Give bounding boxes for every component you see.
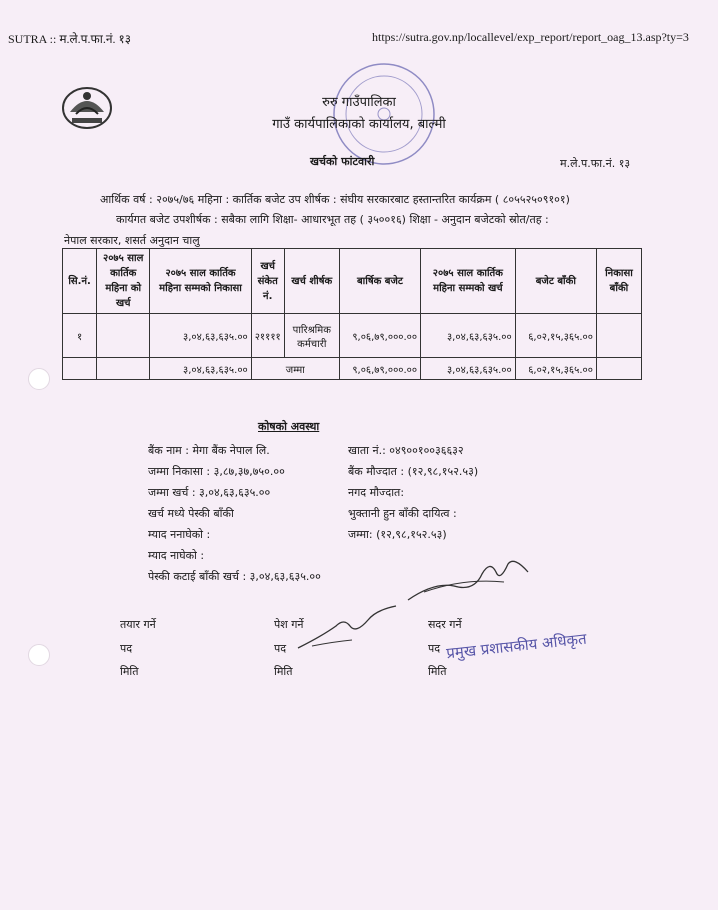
total-balance: ६,०२,१५,३६५.०० [515, 358, 596, 380]
submitted-post-label: पद [274, 642, 287, 655]
form-number: म.ले.प.फा.नं. १३ [560, 157, 631, 170]
fund-right-item: खाता नं.: ०४९००१००३६६३२ [348, 444, 464, 457]
org-name: रुरु गाउँपालिका [322, 95, 396, 110]
fund-left-item: खर्च मध्ये पेस्की बाँकी [148, 507, 234, 520]
submitted-by-label: पेश गर्ने [274, 618, 304, 631]
page-header-left: SUTRA :: म.ले.प.फा.नं. १३ [8, 32, 131, 46]
punch-hole [28, 644, 50, 666]
fund-right-item: नगद मौज्दात: [348, 486, 405, 499]
prepared-by-label: तयार गर्ने [120, 618, 156, 631]
approved-by-label: सदर गर्ने [428, 618, 462, 631]
table-total-row [63, 358, 642, 380]
fund-left-item: म्याद नाघेको : [148, 549, 205, 562]
col-annual: बार्षिक बजेट [339, 249, 420, 314]
approved-date-label: मिति [428, 665, 447, 678]
total-release: ३,०४,६३,६३५.०० [150, 358, 251, 380]
fund-right-item: भुक्तानी हुन बाँकी दायित्व : [348, 507, 457, 520]
col-head: खर्च शीर्षक [284, 249, 339, 314]
office-name: गाउँ कार्यपालिकाको कार्यालय, बाल्मी [272, 117, 446, 132]
col-release-bal: निकासा बाँकी [596, 249, 641, 314]
expense-table [62, 248, 642, 380]
cell-code: २११११ [251, 314, 284, 358]
table-header-row [63, 249, 642, 314]
cell-head: पारिश्रमिक कर्मचारी [284, 314, 339, 358]
approved-post-label: पद [428, 642, 441, 655]
fund-status-title: कोषको अवस्था [258, 420, 320, 433]
meta-source-line: नेपाल सरकार, शसर्त अनुदान चालु [64, 234, 200, 247]
page-header-url: https://sutra.gov.np/locallevel/exp_report/report_oag_13.asp?ty=3 [372, 30, 689, 44]
fund-left-item: पेस्की कटाई बाँकी खर्च : ३,०४,६३,६३५.०० [148, 570, 321, 583]
fund-left-item: म्याद ननाघेको : [148, 528, 211, 541]
fund-right-item: बैंक मौज्दात : (१२,९८,१५२.५३) [348, 465, 479, 478]
approver-signature [404, 552, 534, 610]
total-annual: ९,०६,७९,०००.०० [339, 358, 420, 380]
submitted-date-label: मिति [274, 665, 293, 678]
col-release: २०७५ साल कार्तिक महिना सम्मको निकासा [150, 249, 251, 314]
fund-left-item: बैंक नाम : मेगा बैंक नेपाल लि. [148, 444, 270, 457]
fund-left-item: जम्मा खर्च : ३,०४,६३,६३५.०० [148, 486, 271, 499]
total-label: जम्मा [251, 358, 339, 380]
meta-fiscal-line: आर्थिक वर्ष : २०७५/७६ महिना : कार्तिक बजेट उप शीर्षक : संघीय सरकारबाट हस्तान्तरित कार्यक्रम ( ८०५५२५०९१०१) [100, 193, 570, 206]
prepared-date-label: मिति [120, 665, 139, 678]
cell-annual: ९,०६,७९,०००.०० [339, 314, 420, 358]
fund-right-item: जम्मा: (१२,९८,१५२.५३) [348, 528, 447, 541]
total-till-exp: ३,०४,६३,६३५.०० [421, 358, 516, 380]
cell-till-exp: ३,०४,६३,६३५.०० [421, 314, 516, 358]
cell-release-bal [596, 314, 641, 358]
col-sn: सि.नं. [63, 249, 97, 314]
col-month-exp: २०७५ साल कार्तिक महिना को खर्च [97, 249, 150, 314]
fund-left-item: जम्मा निकासा : ३,८७,३७,७५०.०० [148, 465, 285, 478]
col-code: खर्च संकेत नं. [251, 249, 284, 314]
punch-hole [28, 368, 50, 390]
report-title: खर्चको फांटवारी [310, 155, 375, 168]
officer-title-stamp: प्रमुख प्रशासकीय अधिकृत [445, 629, 588, 663]
cell-release: ३,०४,६३,६३५.०० [150, 314, 251, 358]
col-balance: बजेट बाँकी [515, 249, 596, 314]
table-row [63, 314, 642, 358]
cell-balance: ६,०२,१५,३६५.०० [515, 314, 596, 358]
col-till-exp: २०७५ साल कार्तिक महिना सम्मको खर्च [421, 249, 516, 314]
cell-month-exp [97, 314, 150, 358]
cell-sn: १ [63, 314, 97, 358]
prepared-post-label: पद [120, 642, 133, 655]
meta-budget-line: कार्यगत बजेट उपशीर्षक : सबैका लागि शिक्षा- आधारभूत तह ( ३५००१६) शिक्षा - अनुदान बजेटको स्रोत/तह : [116, 213, 549, 226]
submitter-signature [292, 596, 402, 656]
